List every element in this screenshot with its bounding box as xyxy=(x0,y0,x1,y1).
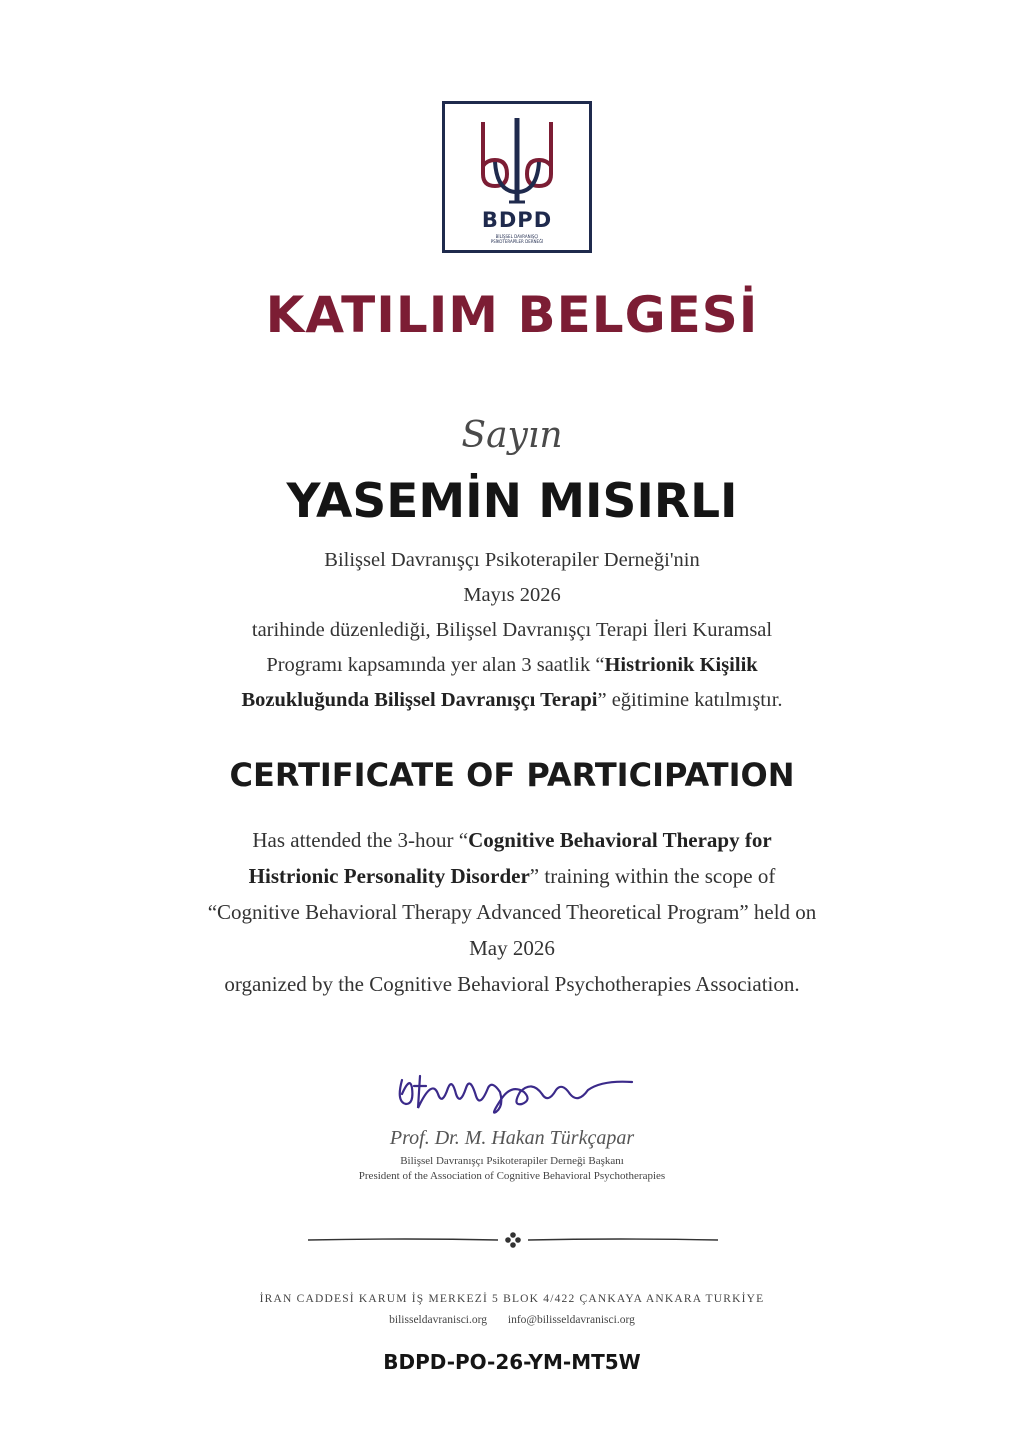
tr-line-1: Bilişsel Davranışçı Psikoterapiler Derneği'nin xyxy=(324,549,700,571)
en-line-5: organized by the Cognitive Behavioral Psychotherapies Association. xyxy=(224,972,800,996)
tr-line-4-bold: Histrionik Kişilik xyxy=(604,654,758,676)
ornament-divider-icon xyxy=(308,1230,718,1250)
tr-line-5 xyxy=(0,683,1024,718)
en-line-3: “Cognitive Behavioral Therapy Advanced Theoretical Program” held on xyxy=(207,900,817,924)
association-logo xyxy=(442,101,592,253)
en-line-4: May 2026 xyxy=(469,936,555,960)
en-line-2 xyxy=(0,858,1024,894)
tr-line-2: Mayıs 2026 xyxy=(463,584,561,606)
logo-subtitle-line2: PSİKOTERAPİLER DERNEĞİ xyxy=(490,239,544,244)
logo-subtitle xyxy=(445,234,589,244)
footer-address: İRAN CADDESİ KARUM İŞ MERKEZİ 5 BLOK 4/422 ÇANKAYA ANKARA TURKİYE xyxy=(259,1293,765,1305)
en-line-1-pre: Has attended the 3-hour “ xyxy=(252,828,469,852)
certificate-title-tr: KATILIM BELGESİ xyxy=(265,286,759,344)
signer-role-en: President of the Association of Cognitive Behavioral Psychotherapies xyxy=(358,1170,666,1182)
en-line-2-bold: Histrionic Personality Disorder xyxy=(248,864,530,888)
en-line-1-bold: Cognitive Behavioral Therapy for xyxy=(468,828,772,852)
footer-website-link[interactable]: bilisseldavranisci.org xyxy=(389,1314,487,1326)
salutation: Sayın xyxy=(461,415,563,456)
footer-contacts xyxy=(0,1314,1024,1326)
certificate-title-en: CERTIFICATE OF PARTICIPATION xyxy=(229,756,795,794)
signature-icon xyxy=(392,1058,647,1116)
footer-email-link[interactable]: info@bilisseldavranisci.org xyxy=(507,1314,635,1326)
certificate-code: BDPD-PO-26-YM-MT5W xyxy=(383,1350,641,1374)
signer-role-tr: Bilişsel Davranışçı Psikoterapiler Derneği Başkanı xyxy=(400,1155,624,1167)
tr-line-3: tarihinde düzenlediği, Bilişsel Davranışçı Terapi İleri Kuramsal xyxy=(251,619,773,641)
logo-abbreviation: BDPD xyxy=(481,208,553,232)
logo-subtitle-line1: BİLİŞSEL DAVRANIŞÇI xyxy=(495,234,539,239)
tr-line-5-bold: Bozukluğunda Bilişsel Davranışçı Terapi xyxy=(241,689,598,711)
recipient-name: YASEMİN MISIRLI xyxy=(286,474,738,529)
tr-line-4-pre: Programı kapsamında yer alan 3 saatlik “ xyxy=(266,654,605,676)
signer-role xyxy=(0,1154,1024,1184)
turkish-body-text xyxy=(0,543,1024,718)
en-line-1 xyxy=(0,822,1024,858)
signer-name: Prof. Dr. M. Hakan Türkçapar xyxy=(389,1127,635,1149)
tr-line-5-post: ” eğitimine katılmıştır. xyxy=(597,689,783,711)
tr-line-4 xyxy=(0,648,1024,683)
en-line-2-post: ” training within the scope of xyxy=(529,864,776,888)
english-body-text xyxy=(0,822,1024,1002)
